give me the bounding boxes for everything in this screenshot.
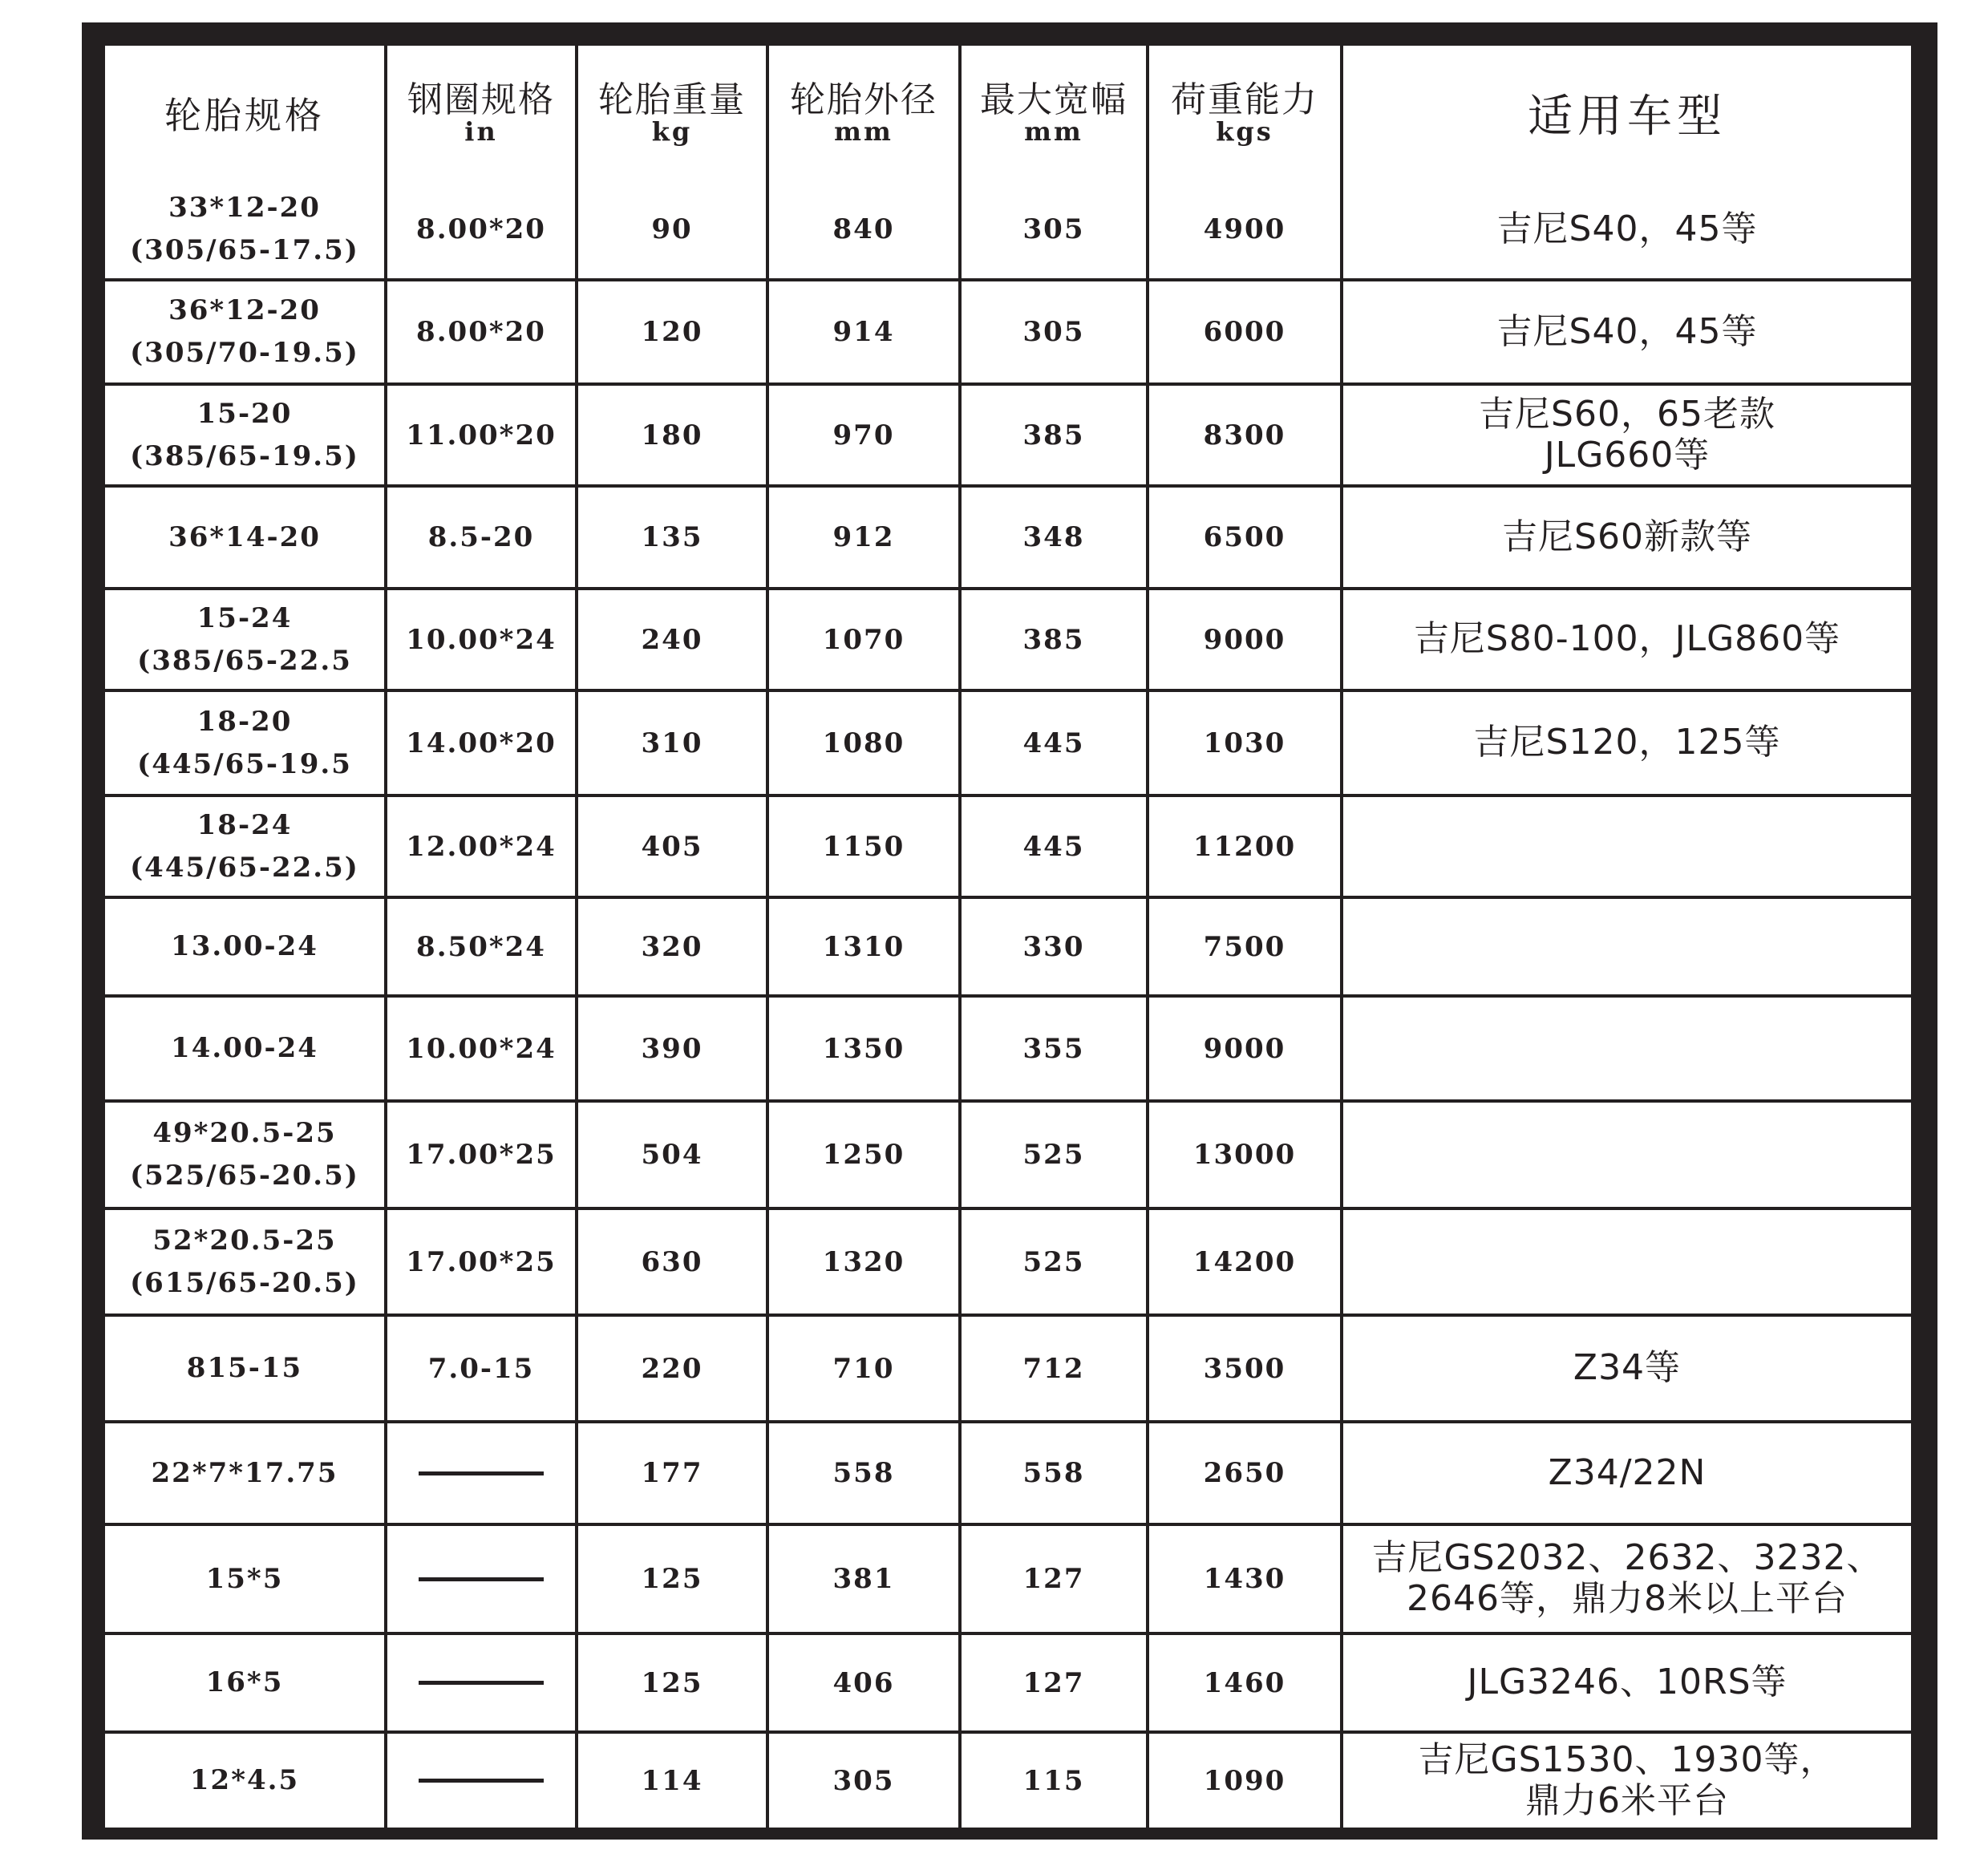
header-unit: kg	[651, 116, 693, 148]
max-width-cell	[960, 1732, 1148, 1828]
table-body	[105, 180, 1911, 1828]
max-width-cell	[960, 1422, 1148, 1524]
load-capacity-cell	[1148, 1524, 1342, 1633]
load-capacity-cell	[1148, 1101, 1342, 1208]
outer-diameter-cell	[767, 1633, 960, 1732]
table-row	[105, 1315, 1911, 1422]
tire-spec-cell	[105, 1315, 386, 1422]
applicable-models-cell	[1342, 1101, 1911, 1208]
tire-weight-value: 310	[641, 727, 703, 759]
applicable-models-cell	[1342, 1422, 1911, 1524]
tire-spec-line: (525/65-20.5)	[130, 1160, 359, 1192]
outer-diameter-cell	[767, 996, 960, 1101]
tire-spec-cell	[105, 897, 386, 996]
tire-weight-cell	[577, 690, 767, 795]
header-unit: kgs	[1216, 116, 1273, 148]
outer-diameter-value: 1150	[822, 830, 905, 863]
tire-weight-value: 405	[641, 830, 703, 863]
tire-spec-cell	[105, 589, 386, 690]
outer-diameter-value: 1080	[822, 727, 905, 759]
header-tire-spec	[105, 46, 386, 180]
tire-weight-value: 220	[641, 1352, 703, 1385]
load-capacity-value: 4900	[1203, 213, 1286, 245]
outer-diameter-value: 558	[832, 1457, 895, 1489]
max-width-cell	[960, 486, 1148, 589]
table-row	[105, 690, 1911, 795]
applicable-models-cell	[1342, 486, 1911, 589]
outer-diameter-value: 710	[832, 1352, 895, 1385]
rim-spec-cell	[386, 180, 577, 280]
table-row	[105, 384, 1911, 486]
outer-diameter-value: 914	[832, 316, 895, 348]
rim-spec-cell	[386, 996, 577, 1101]
tire-spec-cell	[105, 690, 386, 795]
rim-spec-cell	[386, 795, 577, 897]
max-width-cell	[960, 996, 1148, 1101]
rim-spec-cell	[386, 486, 577, 589]
tire-weight-cell	[577, 795, 767, 897]
load-capacity-cell	[1148, 280, 1342, 384]
outer-diameter-cell	[767, 1101, 960, 1208]
tire-spec-line: 49*20.5-25	[152, 1117, 337, 1150]
load-capacity-value: 1430	[1203, 1563, 1286, 1595]
rim-spec-cell	[386, 1633, 577, 1732]
table-row	[105, 486, 1911, 589]
header-label: 轮胎外径	[790, 79, 937, 120]
load-capacity-value: 8300	[1203, 419, 1286, 451]
outer-diameter-cell	[767, 1315, 960, 1422]
applicable-models-cell	[1342, 996, 1911, 1101]
rim-spec-value: 11.00*20	[406, 419, 557, 451]
load-capacity-cell	[1148, 996, 1342, 1101]
tire-weight-value: 125	[641, 1563, 703, 1595]
tire-spec-line: 15-24	[196, 601, 293, 634]
tire-spec-line: 14.00-24	[171, 1032, 318, 1065]
tire-weight-value: 180	[641, 419, 703, 451]
applicable-models-cell	[1342, 384, 1911, 486]
tire-spec-cell	[105, 1633, 386, 1732]
load-capacity-value: 1460	[1203, 1666, 1286, 1699]
outer-diameter-value: 912	[832, 521, 895, 553]
load-capacity-value: 9000	[1203, 623, 1286, 656]
max-width-cell	[960, 589, 1148, 690]
table-row	[105, 280, 1911, 384]
tire-spec-line: 22*7*17.75	[151, 1456, 338, 1489]
tire-spec-cell	[105, 1732, 386, 1828]
tire-spec-line: (305/70-19.5)	[130, 337, 359, 369]
max-width-cell	[960, 1315, 1148, 1422]
outer-diameter-cell	[767, 589, 960, 690]
max-width-cell	[960, 1208, 1148, 1315]
load-capacity-value: 11200	[1192, 830, 1297, 863]
applicable-models-cell	[1342, 795, 1911, 897]
tire-weight-value: 320	[641, 930, 703, 963]
load-capacity-cell	[1148, 690, 1342, 795]
rim-spec-cell	[386, 1208, 577, 1315]
applicable-models-cell	[1342, 1633, 1911, 1732]
header-label: 适用车型	[1528, 91, 1727, 143]
tire-weight-value: 125	[641, 1666, 703, 1699]
rim-spec-cell	[386, 1732, 577, 1828]
tire-spec-line: 12*4.5	[189, 1764, 300, 1797]
header-label: 轮胎重量	[598, 79, 746, 120]
tire-weight-cell	[577, 180, 767, 280]
dash-placeholder	[419, 1471, 544, 1475]
tire-weight-cell	[577, 897, 767, 996]
outer-diameter-value: 1320	[822, 1245, 905, 1278]
header-load-capacity	[1148, 46, 1342, 180]
max-width-value: 115	[1022, 1764, 1085, 1797]
load-capacity-value: 9000	[1203, 1032, 1286, 1065]
applicable-model-line: JLG3246、10RS等	[1467, 1662, 1788, 1703]
rim-spec-cell	[386, 1422, 577, 1524]
max-width-value: 445	[1022, 830, 1085, 863]
tire-spec-cell	[105, 384, 386, 486]
tire-spec-line: (305/65-17.5)	[130, 234, 359, 266]
max-width-value: 127	[1022, 1563, 1085, 1595]
tire-weight-value: 90	[651, 213, 693, 245]
header-unit: mm	[834, 116, 893, 148]
rim-spec-cell	[386, 897, 577, 996]
applicable-models-cell	[1342, 690, 1911, 795]
max-width-cell	[960, 1633, 1148, 1732]
load-capacity-value: 13000	[1192, 1139, 1297, 1171]
rim-spec-cell	[386, 1101, 577, 1208]
outer-diameter-cell	[767, 280, 960, 384]
rim-spec-value: 8.5-20	[427, 521, 535, 553]
tire-spec-cell	[105, 1524, 386, 1633]
load-capacity-cell	[1148, 1633, 1342, 1732]
applicable-model-line: 鼎力6米平台	[1525, 1779, 1729, 1821]
header-outer-diameter	[767, 46, 960, 180]
outer-diameter-cell	[767, 1732, 960, 1828]
applicable-model-line: 吉尼S40，45等	[1496, 208, 1758, 249]
tire-spec-cell	[105, 1422, 386, 1524]
dash-placeholder	[419, 1681, 544, 1685]
outer-diameter-value: 1310	[822, 930, 905, 963]
max-width-cell	[960, 897, 1148, 996]
max-width-value: 525	[1022, 1245, 1085, 1278]
max-width-value: 385	[1022, 419, 1085, 451]
tire-weight-cell	[577, 589, 767, 690]
outer-diameter-value: 381	[832, 1563, 895, 1595]
tire-weight-value: 114	[641, 1764, 703, 1797]
rim-spec-value: 17.00*25	[406, 1245, 557, 1278]
tire-weight-value: 390	[641, 1032, 703, 1065]
applicable-model-line: 吉尼S80-100，JLG860等	[1413, 618, 1841, 660]
tire-weight-value: 120	[641, 316, 703, 348]
max-width-value: 330	[1022, 930, 1085, 963]
tire-spec-line: (385/65-22.5	[137, 644, 352, 677]
applicable-models-cell	[1342, 280, 1911, 384]
tire-spec-cell	[105, 996, 386, 1101]
tire-weight-cell	[577, 1732, 767, 1828]
applicable-model-line: Z34/22N	[1548, 1451, 1707, 1493]
tire-spec-line: 18-24	[196, 808, 293, 841]
rim-spec-value: 10.00*24	[406, 1032, 557, 1065]
rim-spec-value: 17.00*25	[406, 1139, 557, 1171]
table-row	[105, 996, 1911, 1101]
max-width-cell	[960, 384, 1148, 486]
load-capacity-value: 6000	[1203, 316, 1286, 348]
tire-weight-value: 504	[641, 1139, 703, 1171]
load-capacity-cell	[1148, 897, 1342, 996]
max-width-value: 445	[1022, 727, 1085, 759]
tire-weight-cell	[577, 384, 767, 486]
tire-weight-value: 177	[641, 1457, 703, 1489]
tire-spec-table	[105, 46, 1911, 1828]
load-capacity-value: 7500	[1203, 930, 1286, 963]
load-capacity-cell	[1148, 180, 1342, 280]
rim-spec-value: 14.00*20	[406, 727, 557, 759]
outer-diameter-cell	[767, 1524, 960, 1633]
tire-weight-cell	[577, 1101, 767, 1208]
applicable-models-cell	[1342, 1208, 1911, 1315]
tire-weight-value: 630	[641, 1245, 703, 1278]
rim-spec-cell	[386, 1315, 577, 1422]
applicable-model-line: JLG660等	[1544, 434, 1711, 476]
tire-spec-line: (445/65-22.5)	[130, 851, 359, 884]
tire-spec-cell	[105, 486, 386, 589]
tire-spec-line: 15*5	[205, 1562, 284, 1595]
tire-spec-cell	[105, 1101, 386, 1208]
outer-diameter-cell	[767, 384, 960, 486]
max-width-cell	[960, 690, 1148, 795]
rim-spec-cell	[386, 690, 577, 795]
max-width-value: 305	[1022, 316, 1085, 348]
header-label: 钢圈规格	[407, 79, 555, 120]
outer-diameter-cell	[767, 1208, 960, 1315]
load-capacity-cell	[1148, 795, 1342, 897]
applicable-models-cell	[1342, 1524, 1911, 1633]
outer-diameter-value: 406	[832, 1666, 895, 1699]
load-capacity-value: 1030	[1203, 727, 1286, 759]
table-row	[105, 589, 1911, 690]
tire-weight-cell	[577, 1422, 767, 1524]
max-width-cell	[960, 795, 1148, 897]
table-row	[105, 1101, 1911, 1208]
outer-diameter-value: 970	[832, 419, 895, 451]
load-capacity-cell	[1148, 384, 1342, 486]
header-row	[105, 46, 1911, 180]
applicable-models-cell	[1342, 589, 1911, 690]
tire-weight-value: 240	[641, 623, 703, 656]
tire-weight-cell	[577, 1208, 767, 1315]
header-rim-spec	[386, 46, 577, 180]
rim-spec-cell	[386, 384, 577, 486]
tire-spec-line: 16*5	[205, 1666, 284, 1699]
max-width-value: 348	[1022, 521, 1085, 553]
rim-spec-cell	[386, 589, 577, 690]
applicable-model-line: 吉尼GS2032、2632、3232、	[1371, 1537, 1883, 1579]
tire-spec-cell	[105, 280, 386, 384]
load-capacity-cell	[1148, 1208, 1342, 1315]
load-capacity-cell	[1148, 1422, 1342, 1524]
max-width-value: 525	[1022, 1139, 1085, 1171]
applicable-models-cell	[1342, 1315, 1911, 1422]
load-capacity-value: 2650	[1203, 1457, 1286, 1489]
max-width-value: 127	[1022, 1666, 1085, 1699]
max-width-value: 305	[1022, 213, 1085, 245]
dash-placeholder	[419, 1577, 544, 1581]
tire-spec-line: 15-20	[196, 397, 293, 430]
table-row	[105, 1208, 1911, 1315]
tire-spec-line: 36*14-20	[168, 520, 321, 553]
tire-spec-cell	[105, 1208, 386, 1315]
table-row	[105, 180, 1911, 280]
tire-weight-cell	[577, 280, 767, 384]
tire-spec-line: 52*20.5-25	[152, 1224, 337, 1257]
applicable-models-cell	[1342, 180, 1911, 280]
applicable-model-line: 吉尼GS1530、1930等，	[1418, 1739, 1836, 1780]
applicable-models-cell	[1342, 897, 1911, 996]
header-label: 轮胎规格	[164, 94, 325, 137]
max-width-value: 355	[1022, 1032, 1085, 1065]
max-width-value: 712	[1022, 1352, 1085, 1385]
tire-spec-line: (385/65-19.5)	[130, 439, 359, 472]
table-row	[105, 1633, 1911, 1732]
table-row	[105, 1524, 1911, 1633]
tire-spec-line: 18-20	[196, 705, 293, 738]
header-applicable-models	[1342, 46, 1911, 180]
load-capacity-cell	[1148, 589, 1342, 690]
load-capacity-value: 1090	[1203, 1764, 1286, 1797]
header-unit: in	[464, 116, 498, 148]
tire-weight-value: 135	[641, 521, 703, 553]
outer-diameter-cell	[767, 1422, 960, 1524]
outer-diameter-value: 1250	[822, 1139, 905, 1171]
tire-spec-line: 815-15	[186, 1352, 303, 1385]
outer-diameter-value: 1350	[822, 1032, 905, 1065]
table-row	[105, 1422, 1911, 1524]
rim-spec-value: 7.0-15	[427, 1352, 535, 1385]
load-capacity-cell	[1148, 1732, 1342, 1828]
rim-spec-value: 8.00*20	[416, 316, 546, 348]
max-width-cell	[960, 280, 1148, 384]
applicable-model-line: Z34等	[1573, 1347, 1682, 1389]
rim-spec-cell	[386, 1524, 577, 1633]
tire-spec-line: (445/65-19.5	[137, 747, 352, 780]
tire-spec-line: 33*12-20	[168, 192, 321, 225]
tire-weight-cell	[577, 1633, 767, 1732]
applicable-model-line: 吉尼S120，125等	[1473, 722, 1781, 763]
header-label: 最大宽幅	[980, 79, 1128, 120]
load-capacity-value: 3500	[1203, 1352, 1286, 1385]
rim-spec-value: 12.00*24	[406, 830, 557, 863]
max-width-value: 558	[1022, 1457, 1085, 1489]
dash-placeholder	[419, 1779, 544, 1783]
header-tire-weight	[577, 46, 767, 180]
tire-weight-cell	[577, 996, 767, 1101]
applicable-model-line: 吉尼S60，65老款	[1479, 393, 1775, 435]
max-width-cell	[960, 1524, 1148, 1633]
max-width-cell	[960, 1101, 1148, 1208]
applicable-model-line: 2646等，鼎力8米以上平台	[1407, 1578, 1848, 1619]
applicable-model-line: 吉尼S60新款等	[1502, 516, 1752, 557]
header-max-width	[960, 46, 1148, 180]
table-row	[105, 1732, 1911, 1828]
outer-diameter-cell	[767, 897, 960, 996]
header-label: 荷重能力	[1171, 79, 1318, 120]
outer-diameter-cell	[767, 795, 960, 897]
tire-spec-cell	[105, 795, 386, 897]
outer-diameter-cell	[767, 690, 960, 795]
load-capacity-value: 14200	[1192, 1245, 1297, 1278]
table-row	[105, 897, 1911, 996]
max-width-cell	[960, 180, 1148, 280]
outer-diameter-value: 840	[832, 213, 895, 245]
max-width-value: 385	[1022, 623, 1085, 656]
tire-spec-line: 13.00-24	[171, 930, 318, 963]
table-row	[105, 795, 1911, 897]
tire-spec-cell	[105, 180, 386, 280]
load-capacity-cell	[1148, 1315, 1342, 1422]
outer-diameter-cell	[767, 486, 960, 589]
load-capacity-value: 6500	[1203, 521, 1286, 553]
tire-spec-line: 36*12-20	[168, 294, 321, 327]
outer-diameter-value: 305	[832, 1764, 895, 1797]
load-capacity-cell	[1148, 486, 1342, 589]
rim-spec-value: 10.00*24	[406, 623, 557, 656]
rim-spec-value: 8.00*20	[416, 213, 546, 245]
applicable-model-line: 吉尼S40，45等	[1496, 310, 1758, 352]
applicable-models-cell	[1342, 1732, 1911, 1828]
header-unit: mm	[1024, 116, 1083, 148]
rim-spec-cell	[386, 280, 577, 384]
tire-weight-cell	[577, 1524, 767, 1633]
rim-spec-value: 8.50*24	[416, 930, 546, 963]
outer-diameter-cell	[767, 180, 960, 280]
tire-weight-cell	[577, 1315, 767, 1422]
tire-spec-line: (615/65-20.5)	[130, 1266, 359, 1299]
tire-weight-cell	[577, 486, 767, 589]
spec-sheet	[105, 46, 1911, 1828]
outer-diameter-value: 1070	[822, 623, 905, 656]
